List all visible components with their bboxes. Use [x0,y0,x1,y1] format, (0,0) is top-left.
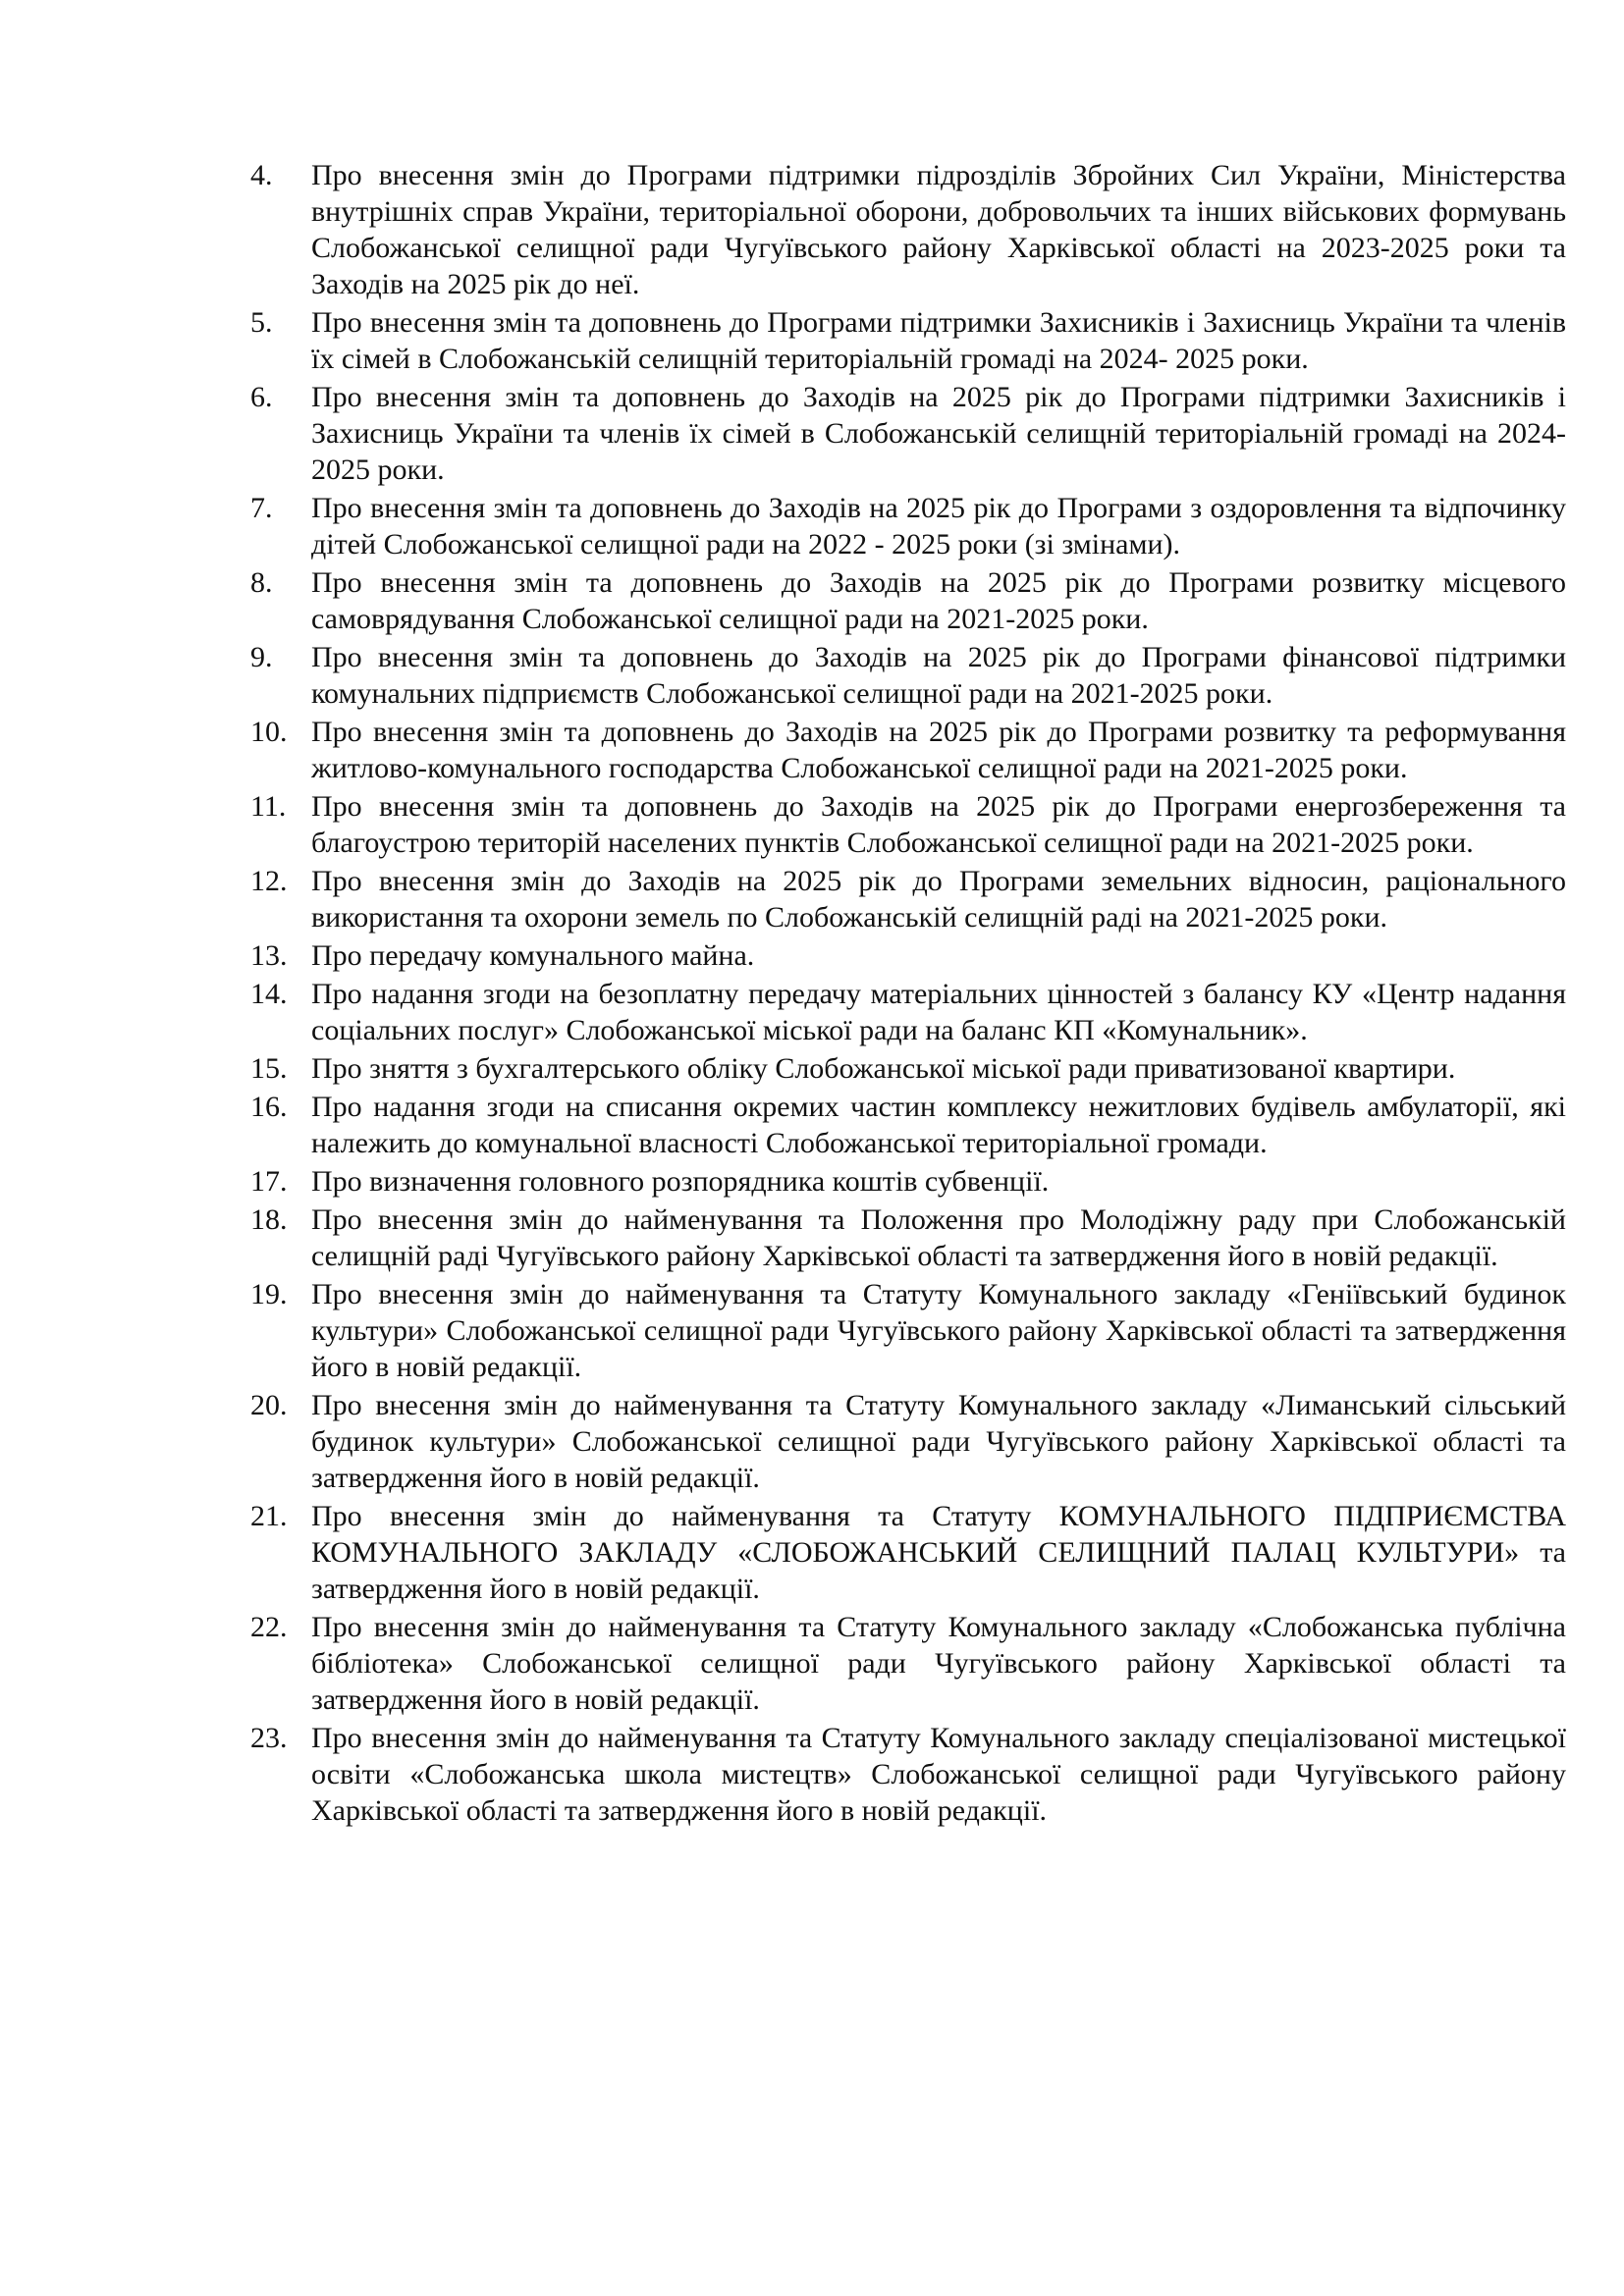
item-number: 13. [250,939,288,972]
list-item [250,937,1566,974]
item-text: Про внесення змін до найменування та Статуту Комунального закладу «Слобожанська публічна бібліотека» Слобожанської селищної ради Чугуївського району Харківської області та затвердження його в новій редакції. [311,1611,1566,1716]
list-item [250,639,1566,712]
item-number: 16. [250,1091,288,1123]
item-text: Про надання згоди на списання окремих частин комплексу нежитлових будівель амбулаторії, які належить до комунальної власності Слобожанської територіальної громади. [311,1091,1566,1159]
item-number: 21. [250,1500,288,1532]
item-number: 18. [250,1203,288,1236]
item-text: Про передачу комунального майна. [311,939,755,972]
item-text: Про зняття з бухгалтерського обліку Слобожанської міської ради приватизованої квартири. [311,1052,1456,1085]
item-text: Про внесення змін та доповнень до Заходів на 2025 рік до Програми енергозбереження та благоустрою територій населених пунктів Слобожанської селищної ради на 2021-2025 роки. [311,790,1566,859]
list-item [250,379,1566,488]
item-number: 22. [250,1611,288,1643]
item-text: Про внесення змін до найменування та Статуту Комунального закладу «Лиманський сільський будинок культури» Слобожанської селищної ради Чугуївського району Харківської області та затвердження його в новій редакції. [311,1389,1566,1494]
list-item [250,157,1566,302]
item-number: 4. [250,159,273,191]
item-text: Про визначення головного розпорядника коштів субвенції. [311,1165,1050,1198]
list-item [250,976,1566,1048]
agenda-list [250,157,1566,1831]
item-text: Про внесення змін та доповнень до Програми підтримки Захисників і Захисниць України та членів їх сімей в Слобожанській селищній територіальній громаді на 2024- 2025 роки. [311,306,1566,375]
item-text: Про внесення змін до Заходів на 2025 рік до Програми земельних відносин, раціонального використання та охорони земель по Слобожанській селищній раді на 2021-2025 роки. [311,865,1566,934]
item-text: Про внесення змін та доповнень до Заходів на 2025 рік до Програми розвитку та реформування житлово-комунального господарства Слобожанської селищної ради на 2021-2025 роки. [311,716,1566,784]
list-item [250,863,1566,935]
item-number: 9. [250,641,273,673]
list-item [250,1089,1566,1161]
item-text: Про внесення змін та доповнень до Заходів на 2025 рік до Програми з оздоровлення та відпочинку дітей Слобожанської селищної ради на 2022 - 2025 роки (зі змінами). [311,492,1566,561]
item-text: Про внесення змін та доповнень до Заходів на 2025 рік до Програми розвитку місцевого самоврядування Слобожанської селищної ради на 2021-2025 роки. [311,566,1566,635]
item-number: 6. [250,381,273,413]
list-item [250,1720,1566,1829]
item-number: 17. [250,1165,288,1198]
list-item [250,788,1566,861]
list-item [250,1163,1566,1200]
item-number: 8. [250,566,273,599]
list-item [250,490,1566,562]
item-text: Про внесення змін до найменування та Статуту Комунального закладу спеціалізованої мистецької освіти «Слобожанська школа мистецтв» Слобожанської селищної ради Чугуївського району Харківської області та затвердження його в новій редакції. [311,1722,1566,1827]
list-item [250,1276,1566,1385]
item-text: Про внесення змін до Програми підтримки підрозділів Збройних Сил України, Міністерства внутрішніх справ України, територіальної оборони, добровольчих та інших військових формувань Слобожанської селищної ради Чугуївського району Харківської області на 2023-2025 роки та Заходів на 2025 рік до неї. [311,159,1566,300]
list-item [250,304,1566,377]
item-number: 12. [250,865,288,897]
list-item [250,1387,1566,1496]
item-number: 20. [250,1389,288,1421]
item-number: 7. [250,492,273,524]
item-text: Про надання згоди на безоплатну передачу матеріальних цінностей з балансу КУ «Центр надання соціальних послуг» Слобожанської міської ради на баланс КП «Комунальник». [311,978,1566,1046]
item-text: Про внесення змін до найменування та Статуту КОМУНАЛЬНОГО ПІДПРИЄМСТВА КОМУНАЛЬНОГО ЗАКЛАДУ «СЛОБОЖАНСЬКИЙ СЕЛИЩНИЙ ПАЛАЦ КУЛЬТУРИ» та затвердження його в новій редакції. [311,1500,1566,1605]
list-item [250,1498,1566,1607]
list-item [250,564,1566,637]
item-number: 11. [250,790,287,823]
item-number: 15. [250,1052,288,1085]
item-number: 23. [250,1722,288,1754]
item-text: Про внесення змін до найменування та Статуту Комунального закладу «Геніївський будинок культури» Слобожанської селищної ради Чугуївського району Харківської області та затвердження його в новій редакції. [311,1278,1566,1383]
list-item [250,1201,1566,1274]
item-number: 10. [250,716,288,748]
list-item [250,714,1566,786]
item-number: 14. [250,978,288,1010]
item-text: Про внесення змін та доповнень до Заходів на 2025 рік до Програми фінансової підтримки комунальних підприємств Слобожанської селищної ради на 2021-2025 роки. [311,641,1566,710]
list-item [250,1609,1566,1718]
item-text: Про внесення змін та доповнень до Заходів на 2025 рік до Програми підтримки Захисників і Захисниць України та членів їх сімей в Слобожанській селищній територіальній громаді на 2024- 2025 роки. [311,381,1566,486]
item-number: 19. [250,1278,288,1310]
list-item [250,1050,1566,1087]
item-text: Про внесення змін до найменування та Положення про Молодіжну раду при Слобожанській селищній раді Чугуївського району Харківської області та затвердження його в новій редакції. [311,1203,1566,1272]
item-number: 5. [250,306,273,339]
